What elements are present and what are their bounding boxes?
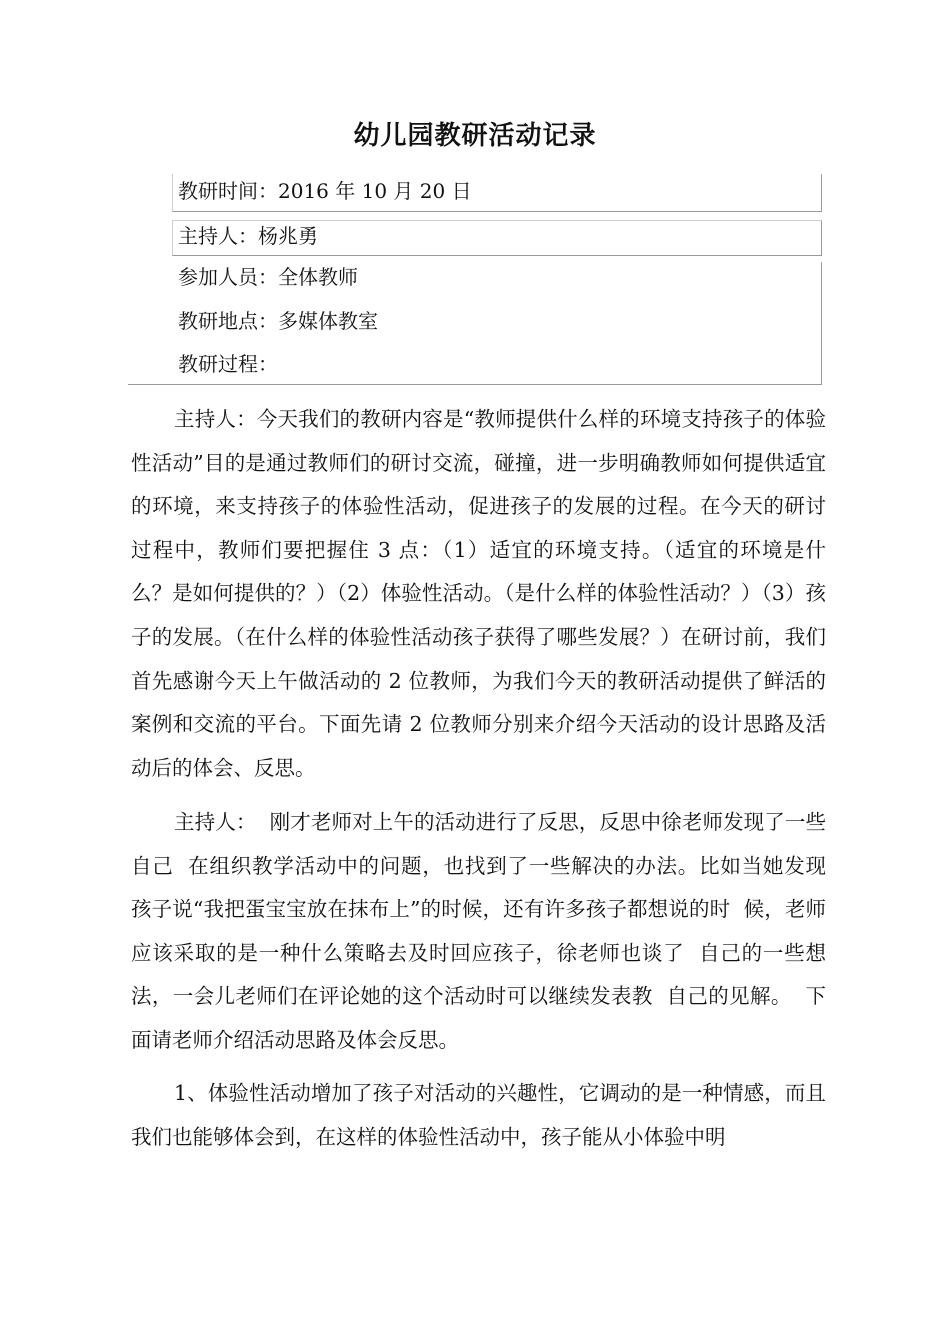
research-location: 教研地点：多媒体教室 — [178, 309, 378, 333]
paragraph-3: 1、体验性活动增加了孩子对活动的兴趣性，它调动的是一种情感，而且我们也能够体会到，在这样的体验性活动中，孩子能从小体验中明 — [131, 1081, 826, 1149]
participants: 参加人员：全体教师 — [178, 265, 358, 289]
info-table-bottom-border — [128, 384, 822, 385]
paragraph-1: 主持人：今天我们的教研内容是“教师提供什么样的环境支持孩子的体验 性活动”目的是通过教师们的研讨交流，碰撞，进一步明确教师如何提供适宜的环境，来支持孩子的体验性活动，促进孩子的发展的过程。在今天的研讨过程中，教师们要把握住 3 点：（1）适宜的环境支持。（适宜的环境是什么？是如何提供的？）（2）体验性活动。（是什么样的体验性活动？）（3）孩子的发展。（在什么样的体验性活动孩子获得了哪些发展？）在研讨前，我们首先感谢今天上午做活动的 2 位教师，为我们今天的教研活动提供了鲜活的案例和交流的平台。下面先请 2 位教师分别来介绍今天活动的设计思路及活动后的体会、反思。 — [131, 407, 840, 780]
research-process-label: 教研过程： — [178, 352, 278, 376]
research-time: 教研时间：2016 年 10 月 20 日 — [178, 179, 472, 203]
host: 主持人：杨兆勇 — [178, 224, 318, 248]
paragraph-2: 主持人： 刚才老师对上午的活动进行了反思，反思中徐老师发现了一些自己 在组织教学活动中的问题，也找到了一些解决的办法。比如当她发现 孩子说“我把蛋宝宝放在抹布上”的时候，还有许多孩子都想说的时 候，老师应该采取的是一种什么策略去及时回应孩子，徐老师也谈了 自己的一些想法，一会儿老师们在评论她的这个活动时可以继续发表教 自己的见解。 下面请老师介绍活动思路及体会反思。 — [131, 810, 840, 1052]
document-title: 幼儿园教研活动记录 — [353, 121, 597, 151]
